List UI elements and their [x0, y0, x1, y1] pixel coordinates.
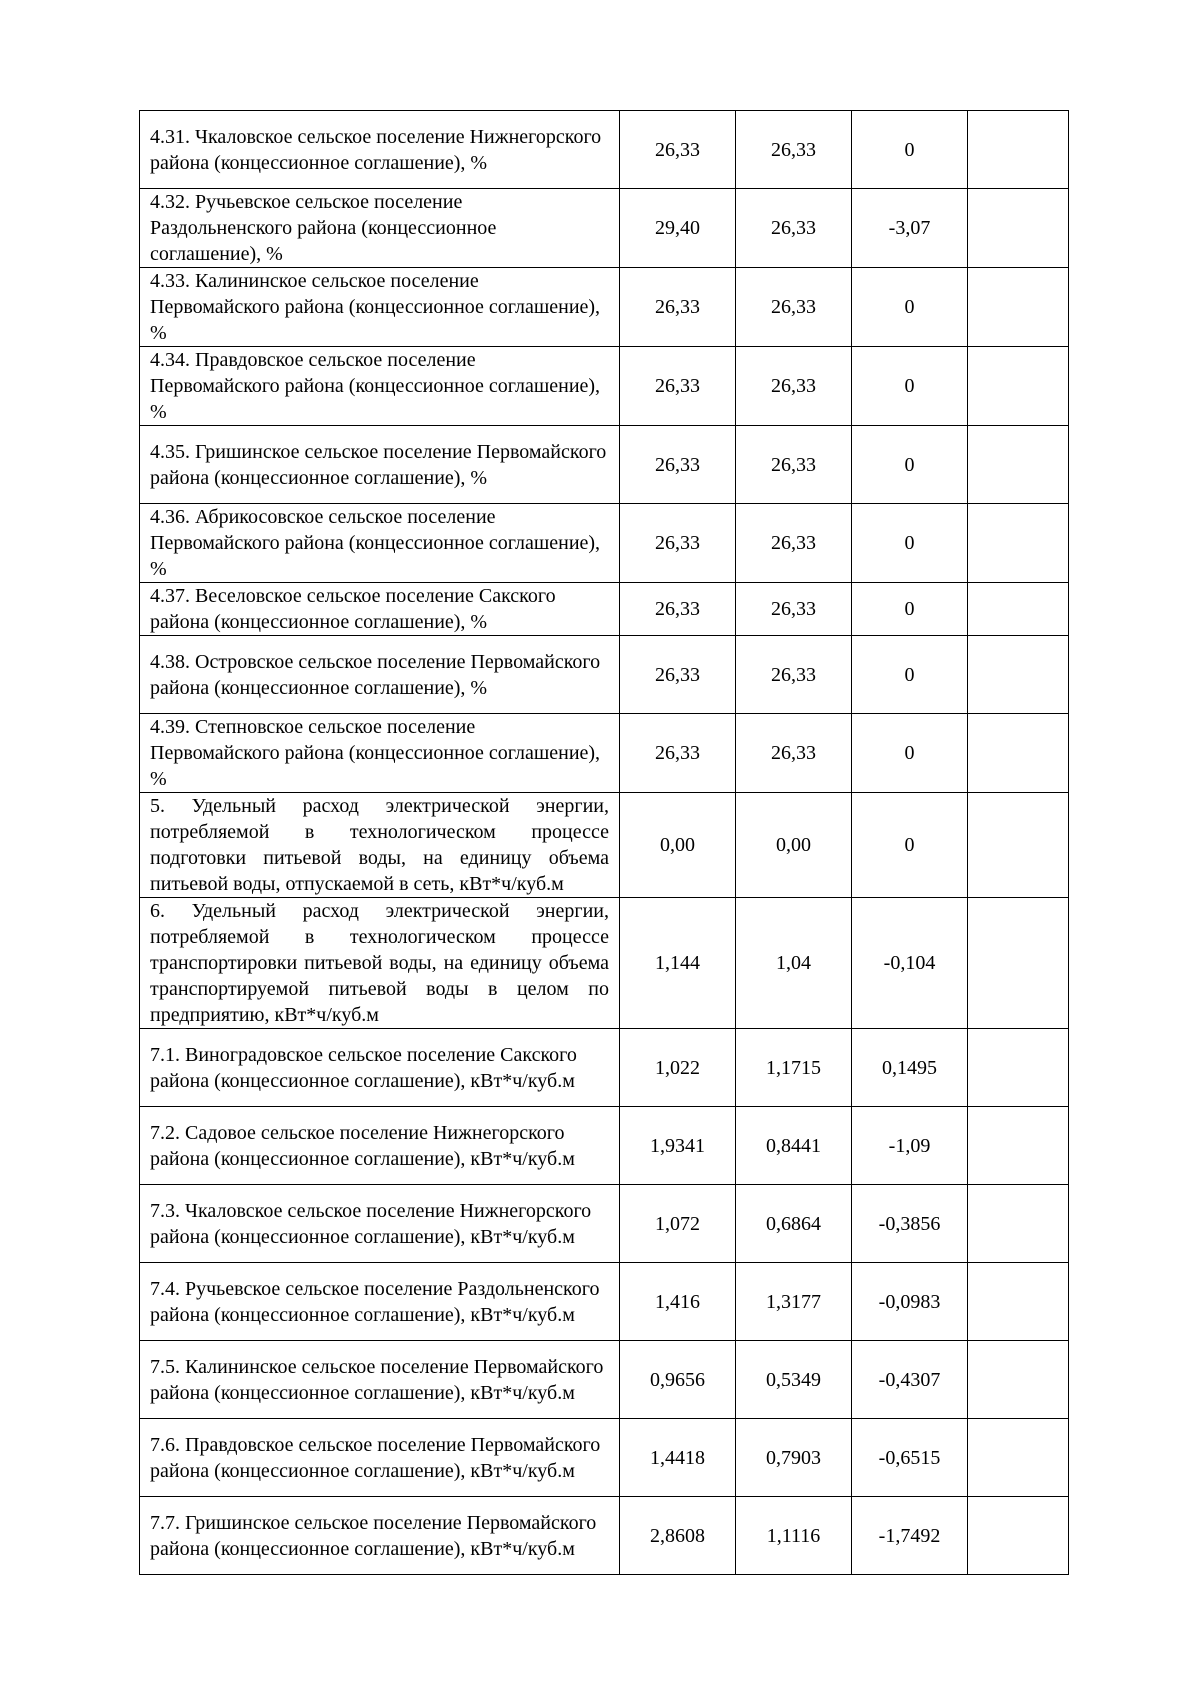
value-column-1: 26,33: [620, 636, 736, 714]
value-column-2: 26,33: [736, 714, 852, 793]
value-column-1: 1,9341: [620, 1107, 736, 1185]
value-column-2: 1,04: [736, 898, 852, 1029]
value-column-1: 1,022: [620, 1029, 736, 1107]
value-column-1: 0,00: [620, 793, 736, 898]
empty-column: [968, 268, 1069, 347]
row-description: 4.33. Калининское сельское поселение Первомайского района (концессионное соглашение), %: [140, 268, 620, 347]
deviation-value: -0,0983: [852, 1263, 968, 1341]
table-row: [140, 583, 1069, 636]
value-column-2: 0,00: [736, 793, 852, 898]
row-description: 7.2. Садовое сельское поселение Нижнегорского района (концессионное соглашение), кВт*ч/куб.м: [140, 1107, 620, 1185]
row-description: 4.31. Чкаловское сельское поселение Нижнегорского района (концессионное соглашение), %: [140, 111, 620, 189]
value-column-1: 1,416: [620, 1263, 736, 1341]
value-column-2: 0,7903: [736, 1419, 852, 1497]
deviation-value: 0: [852, 504, 968, 583]
empty-column: [968, 504, 1069, 583]
deviation-value: -1,09: [852, 1107, 968, 1185]
table-row: [140, 189, 1069, 268]
empty-column: [968, 1107, 1069, 1185]
row-description: 7.1. Виноградовское сельское поселение Сакского района (концессионное соглашение), кВт*ч/куб.м: [140, 1029, 620, 1107]
table-row: [140, 1107, 1069, 1185]
value-column-2: 0,5349: [736, 1341, 852, 1419]
empty-column: [968, 583, 1069, 636]
value-column-1: 26,33: [620, 426, 736, 504]
table-row: [140, 793, 1069, 898]
table-row: [140, 1497, 1069, 1575]
value-column-1: 29,40: [620, 189, 736, 268]
table-row: [140, 1185, 1069, 1263]
value-column-2: 1,3177: [736, 1263, 852, 1341]
value-column-2: 26,33: [736, 504, 852, 583]
deviation-value: 0: [852, 111, 968, 189]
table-row: [140, 1419, 1069, 1497]
deviation-value: 0: [852, 636, 968, 714]
deviation-value: 0: [852, 268, 968, 347]
empty-column: [968, 793, 1069, 898]
empty-column: [968, 111, 1069, 189]
deviation-value: -1,7492: [852, 1497, 968, 1575]
table-row: [140, 898, 1069, 1029]
empty-column: [968, 1341, 1069, 1419]
empty-column: [968, 426, 1069, 504]
deviation-value: 0: [852, 793, 968, 898]
value-column-2: 1,1116: [736, 1497, 852, 1575]
value-column-1: 26,33: [620, 347, 736, 426]
row-description: 5. Удельный расход электрической энергии, потребляемой в технологическом процессе подготовки питьевой воды, на единицу объема питьевой воды, отпускаемой в сеть, кВт*ч/куб.м: [140, 793, 620, 898]
table-row: [140, 714, 1069, 793]
table-row: [140, 636, 1069, 714]
row-description: 4.38. Островское сельское поселение Первомайского района (концессионное соглашение), %: [140, 636, 620, 714]
empty-column: [968, 898, 1069, 1029]
table-row: [140, 426, 1069, 504]
empty-column: [968, 347, 1069, 426]
value-column-1: 1,072: [620, 1185, 736, 1263]
empty-column: [968, 1029, 1069, 1107]
deviation-value: -3,07: [852, 189, 968, 268]
deviation-value: 0: [852, 583, 968, 636]
value-column-1: 0,9656: [620, 1341, 736, 1419]
deviation-value: 0: [852, 714, 968, 793]
deviation-value: 0,1495: [852, 1029, 968, 1107]
deviation-value: -0,6515: [852, 1419, 968, 1497]
table-row: [140, 1263, 1069, 1341]
value-column-1: 26,33: [620, 583, 736, 636]
empty-column: [968, 189, 1069, 268]
empty-column: [968, 1497, 1069, 1575]
deviation-value: -0,3856: [852, 1185, 968, 1263]
empty-column: [968, 1263, 1069, 1341]
empty-column: [968, 1419, 1069, 1497]
indicator-table-body: [140, 111, 1069, 1575]
table-row: [140, 1341, 1069, 1419]
deviation-value: -0,104: [852, 898, 968, 1029]
table-row: [140, 1029, 1069, 1107]
value-column-1: 26,33: [620, 714, 736, 793]
value-column-1: 1,144: [620, 898, 736, 1029]
empty-column: [968, 714, 1069, 793]
value-column-1: 26,33: [620, 504, 736, 583]
value-column-2: 26,33: [736, 347, 852, 426]
indicator-table: [139, 110, 1069, 1575]
row-description: 4.36. Абрикосовское сельское поселение Первомайского района (концессионное соглашение), %: [140, 504, 620, 583]
deviation-value: 0: [852, 347, 968, 426]
table-row: [140, 111, 1069, 189]
value-column-1: 26,33: [620, 111, 736, 189]
table-row: [140, 268, 1069, 347]
value-column-2: 26,33: [736, 426, 852, 504]
value-column-2: 26,33: [736, 111, 852, 189]
value-column-2: 26,33: [736, 636, 852, 714]
row-description: 4.35. Гришинское сельское поселение Первомайского района (концессионное соглашение), %: [140, 426, 620, 504]
value-column-2: 26,33: [736, 268, 852, 347]
row-description: 4.37. Веселовское сельское поселение Сакского района (концессионное соглашение), %: [140, 583, 620, 636]
row-description: 7.6. Правдовское сельское поселение Первомайского района (концессионное соглашение), кВт*ч/куб.м: [140, 1419, 620, 1497]
row-description: 6. Удельный расход электрической энергии, потребляемой в технологическом процессе транспортировки питьевой воды, на единицу объема транспортируемой питьевой воды в целом по предприятию, кВт*ч/куб.м: [140, 898, 620, 1029]
value-column-1: 26,33: [620, 268, 736, 347]
value-column-2: 0,6864: [736, 1185, 852, 1263]
row-description: 7.3. Чкаловское сельское поселение Нижнегорского района (концессионное соглашение), кВт*ч/куб.м: [140, 1185, 620, 1263]
table-row: [140, 347, 1069, 426]
row-description: 4.34. Правдовское сельское поселение Первомайского района (концессионное соглашение), %: [140, 347, 620, 426]
value-column-1: 2,8608: [620, 1497, 736, 1575]
row-description: 4.32. Ручьевское сельское поселение Раздольненского района (концессионное соглашение), %: [140, 189, 620, 268]
value-column-2: 1,1715: [736, 1029, 852, 1107]
table-row: [140, 504, 1069, 583]
value-column-2: 26,33: [736, 189, 852, 268]
empty-column: [968, 1185, 1069, 1263]
row-description: 4.39. Степновское сельское поселение Первомайского района (концессионное соглашение), %: [140, 714, 620, 793]
empty-column: [968, 636, 1069, 714]
row-description: 7.4. Ручьевское сельское поселение Раздольненского района (концессионное соглашение), кВт*ч/куб.м: [140, 1263, 620, 1341]
value-column-2: 26,33: [736, 583, 852, 636]
value-column-1: 1,4418: [620, 1419, 736, 1497]
row-description: 7.5. Калининское сельское поселение Первомайского района (концессионное соглашение), кВт*ч/куб.м: [140, 1341, 620, 1419]
value-column-2: 0,8441: [736, 1107, 852, 1185]
deviation-value: 0: [852, 426, 968, 504]
deviation-value: -0,4307: [852, 1341, 968, 1419]
row-description: 7.7. Гришинское сельское поселение Первомайского района (концессионное соглашение), кВт*ч/куб.м: [140, 1497, 620, 1575]
